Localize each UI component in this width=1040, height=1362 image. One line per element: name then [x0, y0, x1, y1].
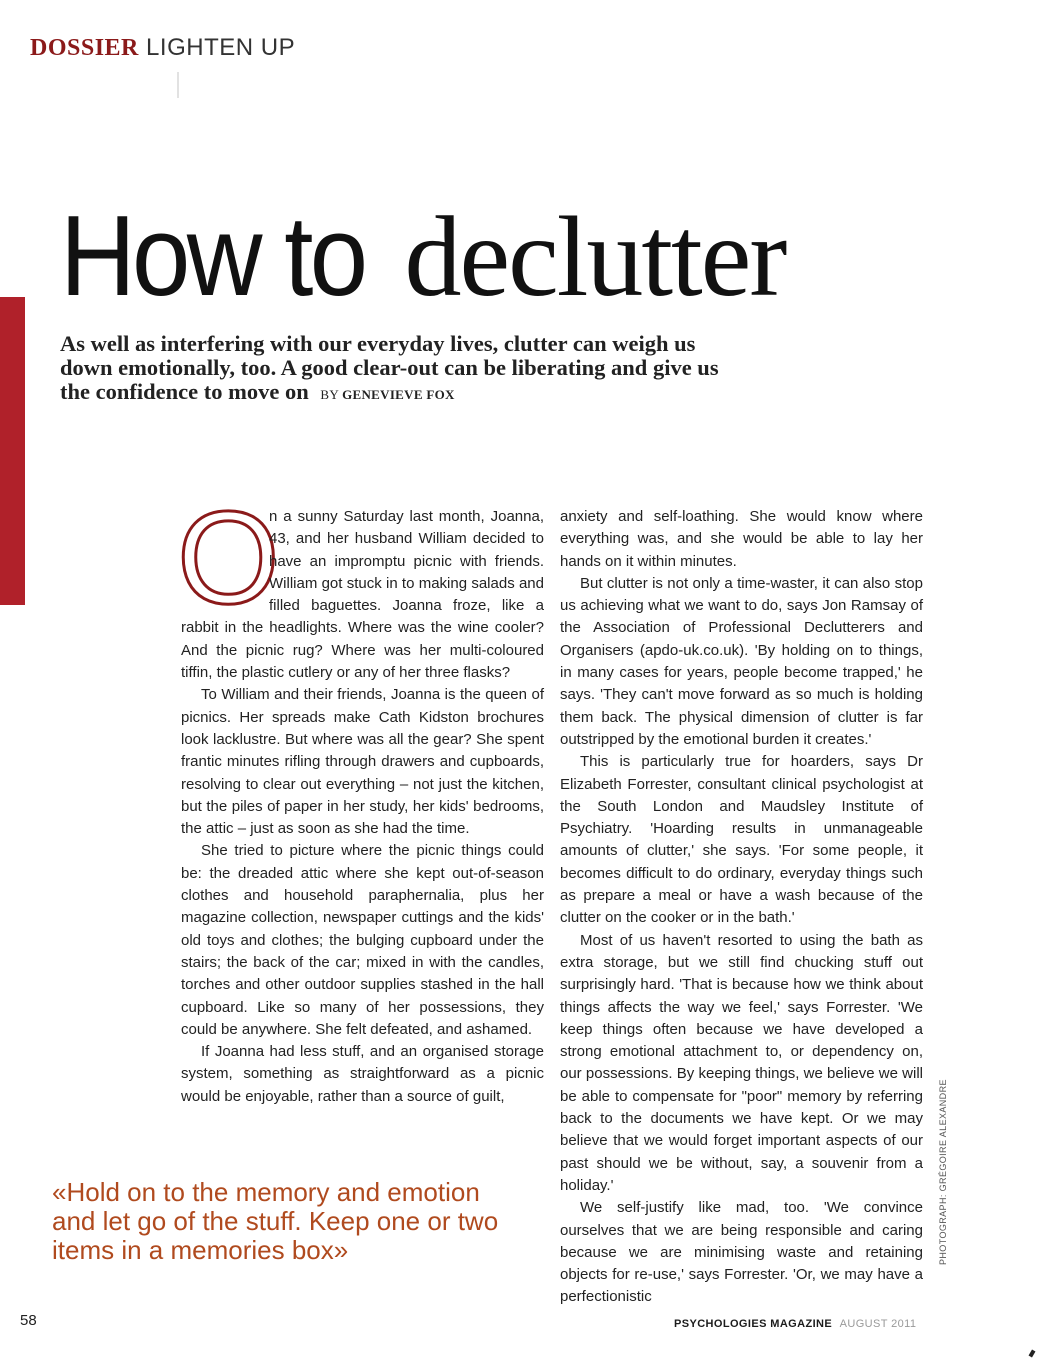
body-paragraph: She tried to picture where the picnic things could be: the dreaded attic where she kept out-of-season clothes and household paraphernalia, plus her magazine collection, newspaper cuttings and the kids' old toys and clothes; the bulging cupboard under the stairs; the back of the car; mixed in with the candles, torches and other outdoor supplies stashed in the hall cupboard. Like so many of her possessions, they could be anywhere. She felt defeated, and ashamed. [181, 842, 544, 1038]
body-paragraph: This is particularly true for hoarders, says Dr Elizabeth Forrester, consultant clinical psychologist at the South London and Maudsley Institute of Psychiatry. 'Hoarding results in unmanageable amounts of clutter,' she says. 'For some people, it becomes difficult to do ordinary, everyday things such as prepare a meal or have a wash because of the clutter on the cooker or in the bath.' [560, 753, 923, 927]
photo-credit: PHOTOGRAPH: GRÉGOIRE ALEXANDRE [938, 1079, 948, 1265]
title-bold: declutter [404, 193, 786, 320]
byline-prefix: BY [320, 387, 339, 402]
drop-cap-container [177, 484, 280, 631]
red-margin-tab [0, 297, 25, 605]
magazine-name: PSYCHOLOGIES MAGAZINE [674, 1318, 833, 1330]
section-name: DOSSIER [30, 35, 139, 61]
byline-author: GENEVIEVE FOX [342, 387, 455, 402]
body-paragraph: n a sunny Saturday last month, Joanna, 43, and her husband William decided to have an impromptu picnic with friends. William got stuck in to making salads and filled baguettes. Joanna froze, like a rabbit in the headlights. Where was the wine cooler? And the picnic rug? Where was her multi-coloured tiffin, the plastic cutlery or any of her three flasks? [181, 508, 544, 682]
body-paragraph: We self-justify like mad, too. 'We convince ourselves that we are being responsible and caring because we are minimising waste and retaining objects for re-use,' says Forrester. 'Or, we may have a perfectionistic [560, 1199, 923, 1306]
issue-date: AUGUST 2011 [839, 1318, 917, 1330]
body-paragraph: Most of us haven't resorted to using the bath as extra storage, but we still find chucking stuff out surprisingly hard. 'That is because how we think about things affects the way we feel,' says Forrester. 'We keep things often because we have developed a strong emotional attachment to, or dependency on, our possessions. By keeping things, we believe we will be able to compensate for "poor" memory by referring back to the documents we have kept. Or we may believe that we would forget important aspects of our past should we be without, say, a souvenir from a holiday.' [560, 931, 923, 1194]
body-paragraph: To William and their friends, Joanna is the queen of picnics. Her spreads make Cath Kidston brochures look lacklustre. But where was all the gear? She spent frantic minutes rifling through drawers and cupboards, resolving to clear out everything – not just the kitchen, but the piles of paper in her study, her kids' bedrooms, the attic – just as soon as she had the time. [181, 686, 544, 838]
standfirst [60, 332, 740, 407]
page-number: 58 [20, 1312, 37, 1329]
footer [674, 1318, 916, 1330]
body-column-left [177, 484, 544, 1108]
section-header [30, 34, 295, 62]
title-light: How to [60, 193, 365, 320]
pull-quote: «Hold on to the memory and emotion and let go of the stuff. Keep one or two items in a memories box» [52, 1177, 499, 1265]
scan-artifact [177, 72, 179, 98]
standfirst-text: As well as interfering with our everyday lives, clutter can weigh us down emotionally, too. A good clear-out can be liberating and give us the confidence to move on [60, 331, 719, 404]
byline [320, 387, 454, 402]
subsection-name: LIGHTEN UP [146, 34, 296, 61]
drop-cap: O [177, 484, 280, 631]
article-title [60, 193, 786, 320]
body-column-right [560, 506, 923, 1309]
body-paragraph: anxiety and self-loathing. She would know where everything was, and she would be able to lay her hands on it within minutes. [560, 508, 923, 570]
scan-artifact-corner [1029, 1349, 1036, 1357]
body-paragraph: But clutter is not only a time-waster, it can also stop us achieving what we want to do, says Jon Ramsay of the Association of Professional Declutterers and Organisers (apdo-uk.co.uk). 'By holding on to things, in many cases for years, people become trapped,' he says. 'They can't move forward as so much is holding them back. The physical dimension of clutter is far outstripped by the emotional burden it creates.' [560, 574, 923, 748]
body-paragraph: If Joanna had less stuff, and an organised storage system, something as straightforward as a picnic would be enjoyable, rather than a source of guilt, [181, 1043, 544, 1105]
